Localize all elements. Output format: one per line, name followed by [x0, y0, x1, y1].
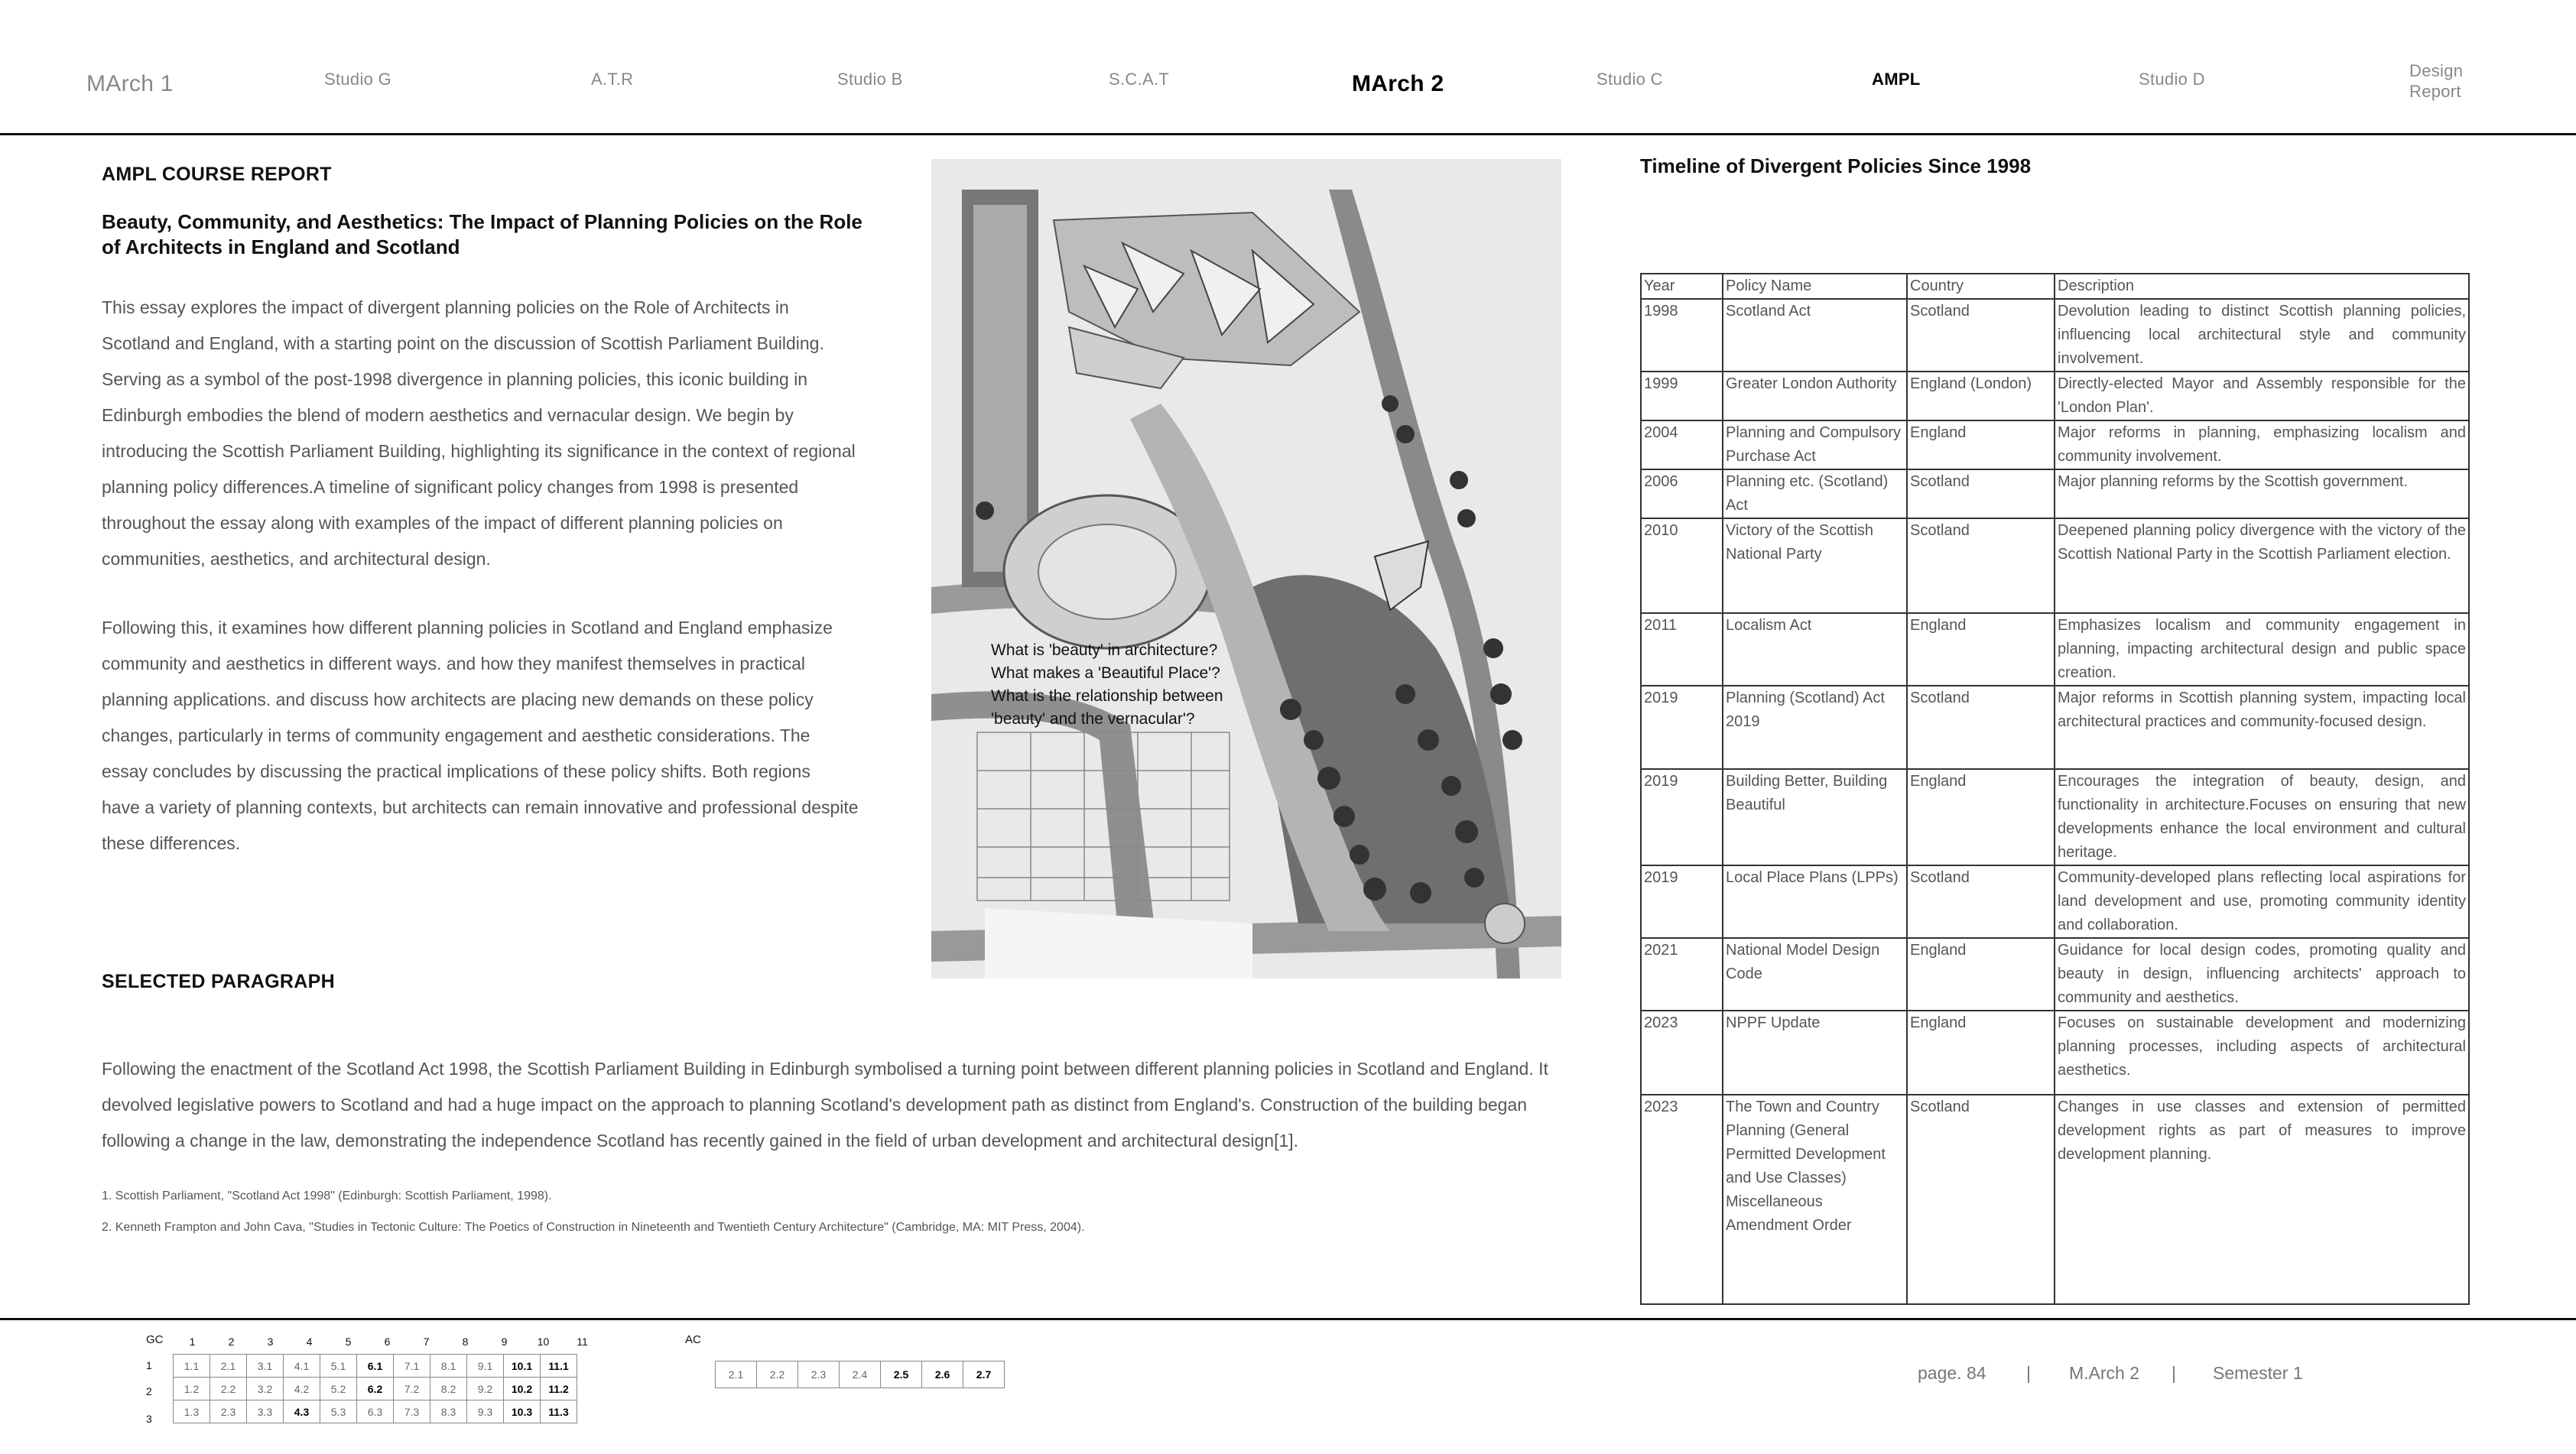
- cell-year: 1999: [1641, 372, 1723, 420]
- cell-year: 2019: [1641, 865, 1723, 938]
- gc-column-header: 2: [228, 1336, 235, 1348]
- table-row: [1641, 1095, 2469, 1304]
- gc-cell: 11.1: [541, 1355, 577, 1378]
- intro-line: introducing the Scottish Parliament Building, highlighting its significance in the context of regional: [102, 441, 856, 461]
- gc-cell: 7.3: [394, 1400, 430, 1423]
- gc-column-header: 4: [306, 1336, 313, 1348]
- nav-design-report-line2: Report: [2409, 82, 2461, 101]
- gc-cell: 3.1: [247, 1355, 284, 1378]
- gc-cell: 3.2: [247, 1378, 284, 1400]
- nav-design-report-line1: Design: [2409, 61, 2464, 80]
- gc-cell: 8.2: [430, 1378, 467, 1400]
- cell-description: Directly-elected Mayor and Assembly responsible for the 'London Plan'.: [2055, 372, 2469, 420]
- gc-cell: 5.3: [320, 1400, 357, 1423]
- cell-year: 2019: [1641, 686, 1723, 769]
- report-heading: AMPL COURSE REPORT: [102, 164, 332, 185]
- table-row: [1641, 469, 2469, 518]
- gc-cell: 11.3: [541, 1400, 577, 1423]
- cell-description: Deepened planning policy divergence with the victory of the Scottish National Party in the Scottish Parliament election.: [2055, 518, 2469, 613]
- intro-line: Serving as a symbol of the post-1998 divergence in planning policies, this iconic building in: [102, 369, 808, 389]
- cell-description: Changes in use classes and extension of permitted development rights as part of measures to improve development planning.: [2055, 1095, 2469, 1304]
- cell-year: 2023: [1641, 1011, 1723, 1095]
- cell-country: England: [1907, 420, 2055, 469]
- gc-cell: 11.2: [541, 1378, 577, 1400]
- cell-country: England: [1907, 613, 2055, 686]
- plan-question-3: What is the relationship between: [991, 687, 1223, 705]
- footer-semester: Semester 1: [2213, 1363, 2303, 1383]
- plan-questions: [991, 639, 1223, 731]
- footer-separator: |: [2026, 1363, 2031, 1383]
- gc-cell: 6.3: [357, 1400, 394, 1423]
- cell-description: Encourages the integration of beauty, design, and functionality in architecture.Focuses on ensuring that new developments enhance the local environment and cultural heritage.: [2055, 769, 2469, 865]
- nav-march1[interactable]: MArch 1: [86, 71, 174, 96]
- gc-column-header: 8: [462, 1336, 469, 1348]
- cell-name: Localism Act: [1723, 613, 1907, 686]
- cell-name: Victory of the Scottish National Party: [1723, 518, 1907, 613]
- ac-cell: 2.7: [963, 1362, 1005, 1388]
- cell-year: 2011: [1641, 613, 1723, 686]
- cell-year: 2006: [1641, 469, 1723, 518]
- selected-line: devolved legislative powers to Scotland and had a huge impact on the approach to planning Scotland's development path as distinct from England's. Construction of the building began: [102, 1095, 1528, 1115]
- intro-line: planning policy differences.A timeline of significant policy changes from 1998 is presented: [102, 477, 799, 497]
- cell-name: Building Better, Building Beautiful: [1723, 769, 1907, 865]
- gc-cell: 1.2: [174, 1378, 210, 1400]
- cell-description: Community-developed plans reflecting local aspirations for land development and use, promoting community identity and collaboration.: [2055, 865, 2469, 938]
- footer-page-number: page. 84: [1918, 1363, 1986, 1383]
- cell-name: Scotland Act: [1723, 299, 1907, 372]
- gc-cell: 4.3: [284, 1400, 320, 1423]
- cell-year: 1998: [1641, 299, 1723, 372]
- ac-cell: 2.3: [798, 1362, 840, 1388]
- gc-column-header: 1: [189, 1336, 196, 1348]
- selected-line: following a change in the law, demonstrating the independence Scotland has recently gained in the field of urban development and architectural design[1].: [102, 1131, 1299, 1151]
- cell-country: England: [1907, 938, 2055, 1011]
- cell-name: Greater London Authority: [1723, 372, 1907, 420]
- cell-description: Focuses on sustainable development and modernizing planning processes, including aspects of architectural aesthetics.: [2055, 1011, 2469, 1095]
- cell-year: 2021: [1641, 938, 1723, 1011]
- gc-cell: 7.1: [394, 1355, 430, 1378]
- intro-paragraph: [102, 290, 856, 577]
- site-plan-drawing: [931, 159, 1561, 979]
- selected-paragraph: [102, 1051, 1548, 1159]
- ac-cell: 2.1: [716, 1362, 757, 1388]
- gc-cell: 1.1: [174, 1355, 210, 1378]
- gc-cell: 10.3: [504, 1400, 541, 1423]
- gc-cell: 10.2: [504, 1378, 541, 1400]
- table-row: [1641, 769, 2469, 865]
- cell-year: 2023: [1641, 1095, 1723, 1304]
- gc-label: GC: [146, 1333, 164, 1346]
- col-header-year: Year: [1641, 274, 1723, 299]
- cell-name: Local Place Plans (LPPs): [1723, 865, 1907, 938]
- intro-line: Edinburgh embodies the blend of modern aesthetics and vernacular design. We begin by: [102, 405, 794, 425]
- table-row: [1641, 420, 2469, 469]
- gc-row-header: 2: [146, 1385, 152, 1397]
- table-row: [1641, 1011, 2469, 1095]
- gc-cell: 7.2: [394, 1378, 430, 1400]
- gc-cell: 2.3: [210, 1400, 247, 1423]
- cell-name: Planning (Scotland) Act 2019: [1723, 686, 1907, 769]
- cell-description: Major planning reforms by the Scottish government.: [2055, 469, 2469, 518]
- ac-cell: 2.5: [881, 1362, 922, 1388]
- cell-country: Scotland: [1907, 686, 2055, 769]
- second-paragraph: [102, 610, 859, 862]
- plan-question-1: What is 'beauty' in architecture?: [991, 641, 1218, 659]
- ac-cell: 2.6: [922, 1362, 963, 1388]
- nav-studio-b[interactable]: Studio B: [837, 70, 903, 89]
- gc-grid-row: [174, 1400, 577, 1423]
- gc-cell: 2.2: [210, 1378, 247, 1400]
- nav-studio-d[interactable]: Studio D: [2139, 70, 2205, 89]
- table-row: [1641, 613, 2469, 686]
- intro-line: Scotland and England, with a starting point on the discussion of Scottish Parliament Building.: [102, 333, 824, 353]
- plan-question-2: What makes a 'Beautiful Place'?: [991, 664, 1220, 682]
- table-row: [1641, 686, 2469, 769]
- intro-line: throughout the essay along with examples of the impact of different planning policies on: [102, 513, 783, 533]
- col-header-country: Country: [1907, 274, 2055, 299]
- cell-name: Planning and Compulsory Purchase Act: [1723, 420, 1907, 469]
- cell-name: The Town and Country Planning (General Permitted Development and Use Classes) Miscellaneous Amendment Order: [1723, 1095, 1907, 1304]
- gc-cell: 8.1: [430, 1355, 467, 1378]
- table-row: [1641, 299, 2469, 372]
- gc-cell: 8.3: [430, 1400, 467, 1423]
- gc-column-header: 5: [345, 1336, 352, 1348]
- intro-line: This essay explores the impact of divergent planning policies on the Role of Architects in: [102, 297, 789, 317]
- ac-cell: 2.2: [757, 1362, 798, 1388]
- second-line: changes, particularly in terms of community engagement and aesthetic considerations. The: [102, 725, 810, 745]
- footer-divider: [0, 1318, 2576, 1320]
- cell-country: Scotland: [1907, 469, 2055, 518]
- gc-column-header: 11: [577, 1336, 588, 1348]
- gc-grid-row: [174, 1355, 577, 1378]
- cell-country: England: [1907, 769, 2055, 865]
- gc-cell: 9.3: [467, 1400, 504, 1423]
- report-subtitle: [102, 209, 862, 260]
- gc-cell: 2.1: [210, 1355, 247, 1378]
- nav-design-report[interactable]: [2409, 60, 2463, 102]
- cell-description: Devolution leading to distinct Scottish planning policies, influencing local architectural style and community involvement.: [2055, 299, 2469, 372]
- second-line: community and aesthetics in different ways. and how they manifest themselves in practical: [102, 654, 806, 673]
- gc-column-header: 9: [501, 1336, 508, 1348]
- nav-studio-c[interactable]: Studio C: [1597, 70, 1663, 89]
- gc-column-header: 7: [423, 1336, 430, 1348]
- gc-cell: 4.2: [284, 1378, 320, 1400]
- timeline-table: [1640, 273, 2470, 1305]
- ac-grid-row: [716, 1362, 1005, 1388]
- timeline-header-row: [1641, 274, 2469, 299]
- second-line: essay concludes by discussing the practical implications of these policy shifts. Both regions: [102, 761, 810, 781]
- gc-cell: 3.3: [247, 1400, 284, 1423]
- nav-march2[interactable]: MArch 2: [1352, 71, 1444, 96]
- gc-cell: 9.1: [467, 1355, 504, 1378]
- gc-grid-row: [174, 1378, 577, 1400]
- gc-cell: 5.1: [320, 1355, 357, 1378]
- footer-separator: |: [2172, 1363, 2176, 1383]
- second-line: Following this, it examines how different planning policies in Scotland and England emphasize: [102, 618, 833, 638]
- nav-atr[interactable]: A.T.R: [591, 70, 634, 89]
- table-row: [1641, 372, 2469, 420]
- cell-year: 2004: [1641, 420, 1723, 469]
- cell-country: Scotland: [1907, 518, 2055, 613]
- selected-heading: SELECTED PARAGRAPH: [102, 971, 335, 992]
- cell-name: National Model Design Code: [1723, 938, 1907, 1011]
- gc-cell: 1.3: [174, 1400, 210, 1423]
- cell-description: Emphasizes localism and community engagement in planning, impacting architectural design and public space creation.: [2055, 613, 2469, 686]
- nav-divider: [0, 133, 2576, 135]
- cell-name: NPPF Update: [1723, 1011, 1907, 1095]
- gc-column-header: 6: [384, 1336, 391, 1348]
- footnote-1: 1. Scottish Parliament, "Scotland Act 1998" (Edinburgh: Scottish Parliament, 1998).: [102, 1189, 552, 1202]
- nav-ampl[interactable]: AMPL: [1872, 70, 1921, 89]
- nav-scat[interactable]: S.C.A.T: [1109, 70, 1170, 89]
- plan-question-4: 'beauty' and the vernacular'?: [991, 710, 1195, 728]
- col-header-policy-name: Policy Name: [1723, 274, 1907, 299]
- cell-year: 2019: [1641, 769, 1723, 865]
- cell-country: Scotland: [1907, 865, 2055, 938]
- gc-cell: 5.2: [320, 1378, 357, 1400]
- cell-description: Guidance for local design codes, promoting quality and beauty in design, influencing architects' approach to community and aesthetics.: [2055, 938, 2469, 1011]
- cell-country: Scotland: [1907, 1095, 2055, 1304]
- cell-country: England: [1907, 1011, 2055, 1095]
- gc-column-header: 10: [537, 1336, 550, 1348]
- gc-criteria-grid: [173, 1354, 577, 1423]
- second-line: planning applications. and discuss how architects are placing new demands on these policy: [102, 690, 814, 709]
- table-row: [1641, 938, 2469, 1011]
- ac-criteria-grid: [715, 1361, 1005, 1388]
- gc-cell: 6.1: [357, 1355, 394, 1378]
- gc-row-header: 1: [146, 1359, 152, 1371]
- cell-description: Major reforms in planning, emphasizing localism and community involvement.: [2055, 420, 2469, 469]
- cell-country: Scotland: [1907, 299, 2055, 372]
- second-line: have a variety of planning contexts, but architects can remain innovative and professional despite: [102, 797, 859, 817]
- footnote-2: 2. Kenneth Frampton and John Cava, "Studies in Tectonic Culture: The Poetics of Construction in Nineteenth and Twentieth Century Architecture" (Cambridge, MA: MIT Press, 2004).: [102, 1221, 1085, 1234]
- report-subtitle-line1: Beauty, Community, and Aesthetics: The Impact of Planning Policies on the Role: [102, 210, 862, 233]
- nav-studio-g[interactable]: Studio G: [324, 70, 392, 89]
- gc-cell: 10.1: [504, 1355, 541, 1378]
- report-subtitle-line2: of Architects in England and Scotland: [102, 235, 460, 258]
- selected-line: Following the enactment of the Scotland Act 1998, the Scottish Parliament Building in Edinburgh symbolised a turning point between different planning policies in Scotland and England. It: [102, 1059, 1548, 1079]
- cell-name: Planning etc. (Scotland) Act: [1723, 469, 1907, 518]
- ac-cell: 2.4: [840, 1362, 881, 1388]
- cell-year: 2010: [1641, 518, 1723, 613]
- footer-program: M.Arch 2: [2069, 1363, 2140, 1383]
- second-line: these differences.: [102, 833, 241, 853]
- intro-line: communities, aesthetics, and architectural design.: [102, 549, 491, 569]
- gc-cell: 9.2: [467, 1378, 504, 1400]
- cell-country: England (London): [1907, 372, 2055, 420]
- col-header-description: Description: [2055, 274, 2469, 299]
- cell-description: Major reforms in Scottish planning system, impacting local architectural practices and community-focused design.: [2055, 686, 2469, 769]
- table-row: [1641, 518, 2469, 613]
- site-plan-image: [931, 159, 1561, 979]
- timeline-title: Timeline of Divergent Policies Since 1998: [1640, 154, 2032, 177]
- gc-cell: 6.2: [357, 1378, 394, 1400]
- ac-label: AC: [685, 1333, 701, 1346]
- table-row: [1641, 865, 2469, 938]
- gc-cell: 4.1: [284, 1355, 320, 1378]
- gc-column-header: 3: [267, 1336, 274, 1348]
- gc-row-header: 3: [146, 1413, 152, 1425]
